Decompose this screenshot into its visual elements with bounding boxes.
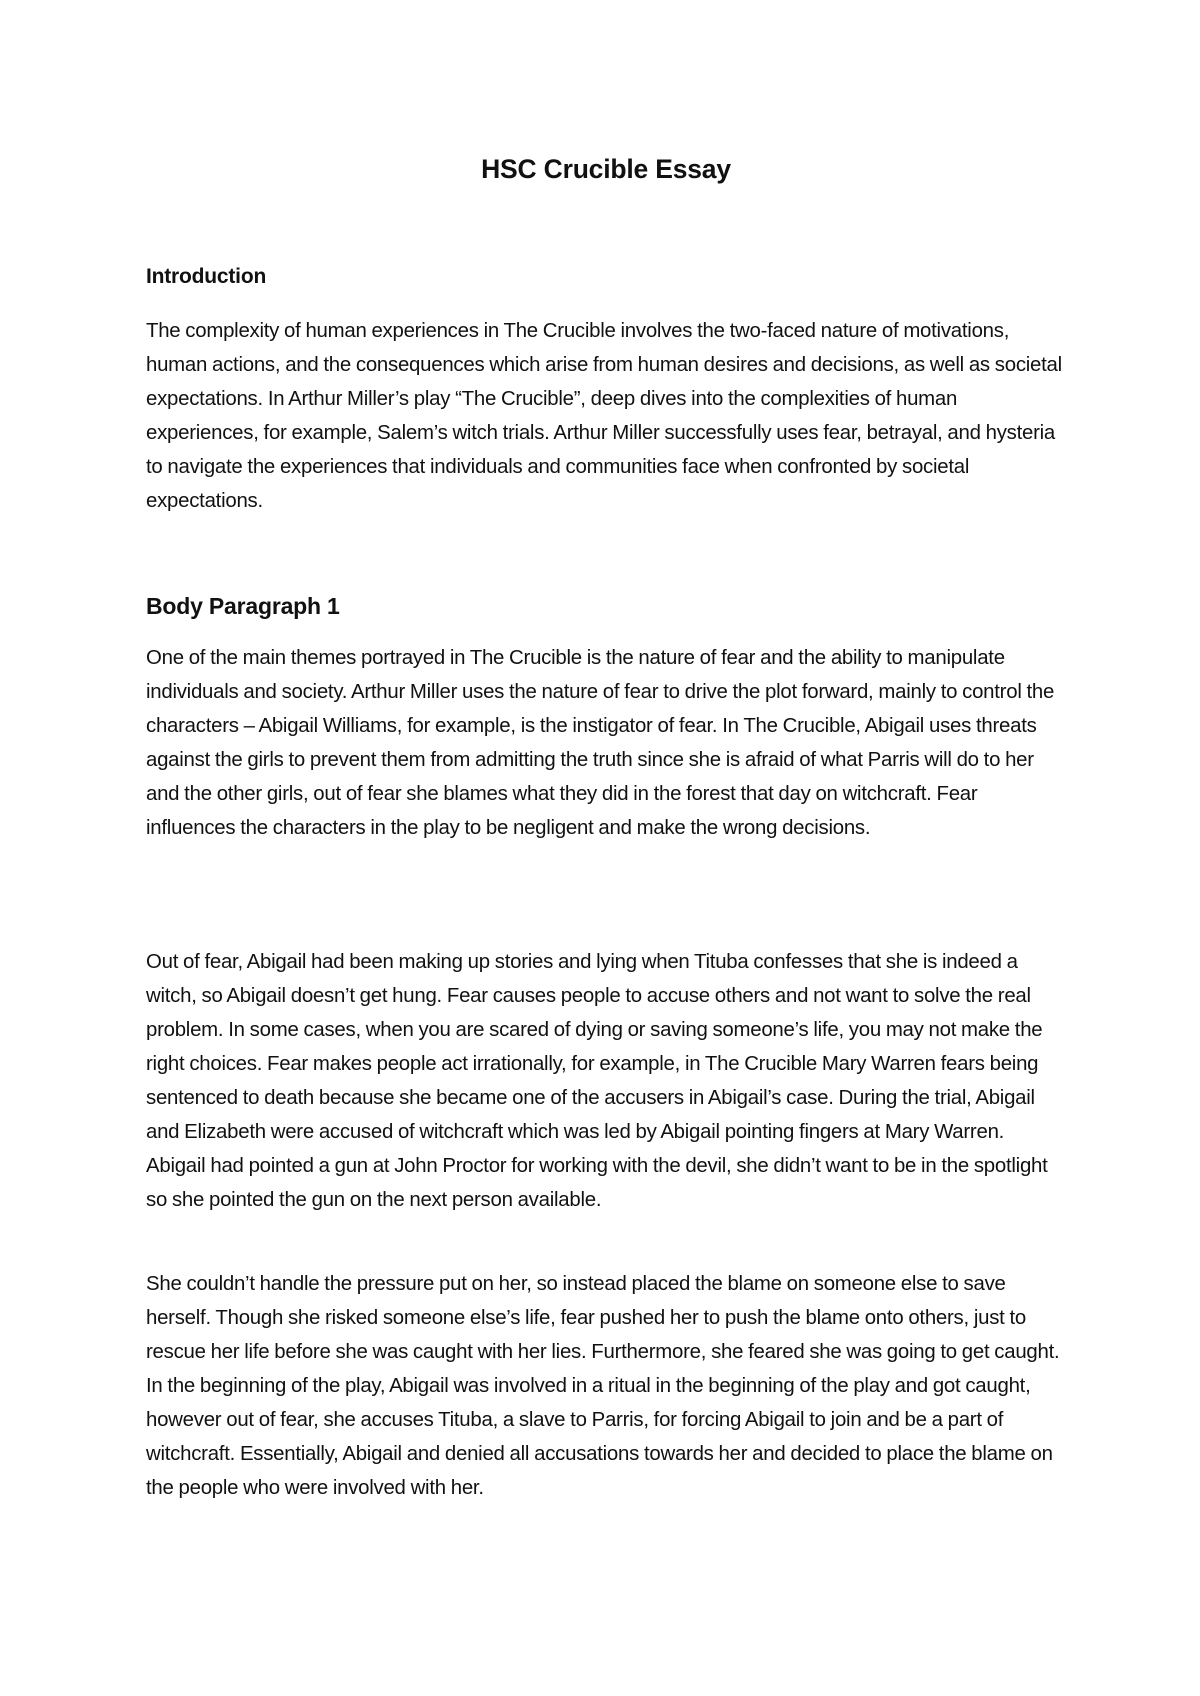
body-paragraph-1-part-1: One of the main themes portrayed in The Crucible is the nature of fear and the ability to manipulate individuals and society. Arthur Miller uses the nature of fear to drive the plot forward, mainly to control the characters – Abigail Williams, for example, is the instigator of fear. In The Crucible, Abigail uses threats against the girls to prevent them from admitting the truth since she is afraid of what Parris will do to her and the other girls, out of fear she blames what they did in the forest that day on witchcraft. Fear influences the characters in the play to be negligent and make the wrong decisions. (146, 647, 1055, 839)
introduction-paragraph: The complexity of human experiences in The Crucible involves the two-faced nature of motivations, human actions, and the consequences which arise from human desires and decisions, as well as societal expectations. In Arthur Miller’s play “The Crucible”, deep dives into the complexities of human experiences, for example, Salem’s witch trials. Arthur Miller successfully uses fear, betrayal, and hysteria to navigate the experiences that individuals and communities face when confronted by societal expectations. (146, 320, 1062, 512)
section-heading-body-paragraph-1: Body Paragraph 1 (146, 593, 340, 619)
document-title: HSC Crucible Essay (481, 154, 731, 184)
section-heading-introduction: Introduction (146, 265, 267, 288)
body-paragraph-1-part-3: She couldn’t handle the pressure put on her, so instead placed the blame on someone else to save herself. Though she risked someone else’s life, fear pushed her to push the blame onto others, just to rescue her life before she was caught with her lies. Furthermore, she feared she was going to get caught. In the beginning of the play, Abigail was involved in a ritual in the beginning of the play and got caught, however out of fear, she accuses Tituba, a slave to Parris, for forcing Abigail to join and be a part of witchcraft. Essentially, Abigail and denied all accusations towards her and decided to place the blame on the people who were involved with her. (146, 1273, 1060, 1499)
body-paragraph-1-part-2: Out of fear, Abigail had been making up stories and lying when Tituba confesses that she is indeed a witch, so Abigail doesn’t get hung. Fear causes people to accuse others and not want to solve the real problem. In some cases, when you are scared of dying or saving someone’s life, you may not make the right choices. Fear makes people act irrationally, for example, in The Crucible Mary Warren fears being sentenced to death because she became one of the accusers in Abigail’s case. During the trial, Abigail and Elizabeth were accused of witchcraft which was led by Abigail pointing fingers at Mary Warren. Abigail had pointed a gun at John Proctor for working with the devil, she didn’t want to be in the spotlight so she pointed the gun on the next person available. (146, 951, 1048, 1211)
